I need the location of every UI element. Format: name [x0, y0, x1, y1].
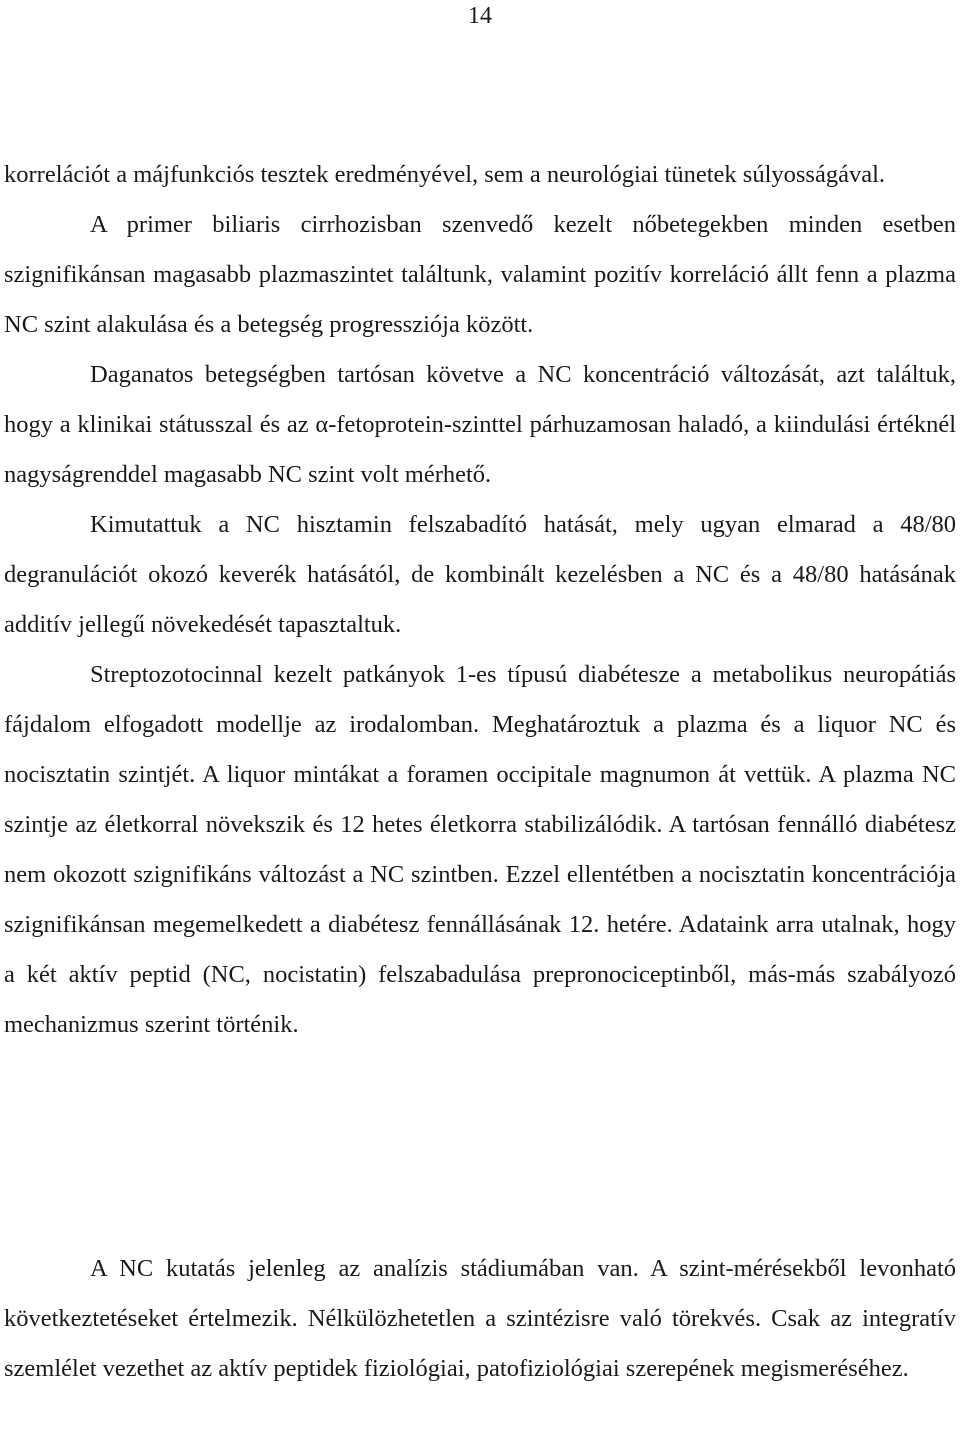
paragraph-5: Streptozotocinnal kezelt patkányok 1-es típusú diabétesze a metabolikus neuropátiás fájdalom elfogadott modellje az irodalomban. Meghatároztuk a plazma és a liquor NC és nocisztatin szintjét. A liquor mintákat a foramen occipitale magnumon át vettük. A plazma NC szintje az életkorral növekszik és 12 hetes életkorra stabilizálódik. A tartósan fennálló diabétesz nem okozott szignifikáns változást a NC szintben. Ezzel ellentétben a nocisztatin koncentrációja szignifikánsan megemelkedett a diabétesz fennállásának 12. hetére. Adataink arra utalnak, hogy a két aktív peptid (NC, nocistatin) felszabadulása prepronociceptinből, más-más szabályozó mechanizmus szerint történik. — [4, 661, 956, 1038]
paragraph-4: Kimutattuk a NC hisztamin felszabadító hatását, mely ugyan elmarad a 48/80 degranulációt okozó keverék hatásától, de kombinált kezelésben a NC és a 48/80 hatásának additív jellegű növekedését tapasztaltuk. — [4, 511, 956, 638]
paragraph-3: Daganatos betegségben tartósan követve a NC koncentráció változását, azt találtuk, hogy a klinikai státusszal és az α-fetoprotein-szinttel párhuzamosan haladó, a kiindulási értéknél nagyságrenddel magasabb NC szint volt mérhető. — [4, 361, 956, 488]
paragraph-2: A primer biliaris cirrhozisban szenvedő kezelt nőbetegekben minden esetben szignifikánsan magasabb plazmaszintet találtunk, valamint pozitív korreláció állt fenn a plazma NC szint alakulása és a betegség progressziója között. — [4, 211, 956, 338]
paragraph-6: A NC kutatás jelenleg az analízis stádiumában van. A szint-mérésekből levonható következtetéseket értelmezik. Nélkülözhetetlen a szintézisre való törekvés. Csak az integratív szemlélet vezethet az aktív peptidek fiziológiai, patofiziológiai szerepének megismeréséhez. — [4, 1255, 956, 1382]
closing-text — [4, 1244, 956, 1394]
paragraph-1: korrelációt a májfunkciós tesztek eredményével, sem a neurológiai tünetek súlyosságával. — [4, 161, 886, 188]
page-number: 14 — [468, 3, 492, 29]
body-text — [4, 150, 956, 1050]
